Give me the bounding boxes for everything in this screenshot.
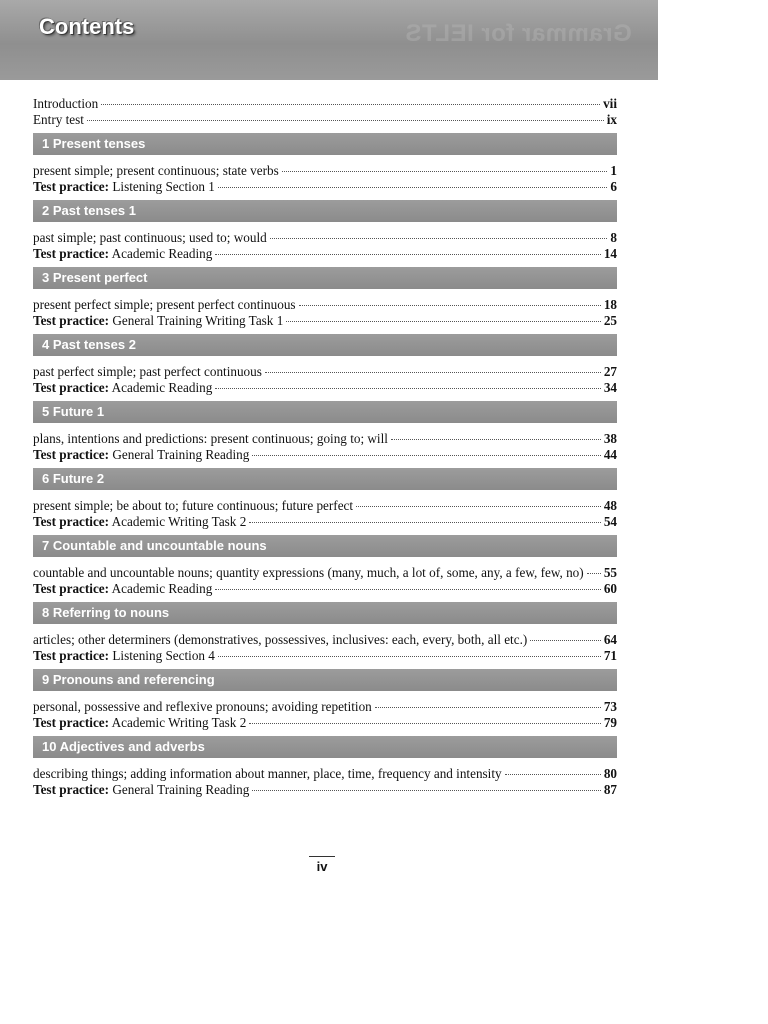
toc-entry-test-practice[interactable] <box>33 648 617 664</box>
unit-heading[interactable]: 1 Present tenses <box>33 133 617 155</box>
toc-entry-test-practice[interactable] <box>33 581 617 597</box>
dot-leader <box>218 186 608 188</box>
page-title: Contents <box>39 14 135 39</box>
toc-entry-label <box>33 514 246 530</box>
toc-entry-topic[interactable] <box>33 163 617 179</box>
test-practice-label: Academic Writing Task 2 <box>111 514 247 529</box>
toc-entry-label <box>33 313 283 329</box>
toc-page-number: 79 <box>603 715 617 730</box>
toc-page-number: vii <box>603 96 617 111</box>
dot-leader <box>356 505 601 507</box>
toc-entry-topic[interactable] <box>33 699 617 715</box>
toc-entry-test-practice[interactable] <box>33 782 617 798</box>
toc-entry-test-practice[interactable] <box>33 179 617 195</box>
dot-leader <box>249 521 601 523</box>
unit-heading[interactable]: 5 Future 1 <box>33 401 617 423</box>
unit-heading[interactable]: 2 Past tenses 1 <box>33 200 617 222</box>
toc-entry-label <box>33 179 215 195</box>
dot-leader <box>282 170 608 172</box>
toc-entry-test-practice[interactable] <box>33 246 617 262</box>
unit-heading[interactable]: 10 Adjectives and adverbs <box>33 736 617 758</box>
test-practice-prefix: Test practice: <box>33 715 110 730</box>
test-practice-prefix: Test practice: <box>33 313 110 328</box>
toc-entry-topic[interactable] <box>33 364 617 380</box>
toc-page-number: 73 <box>603 699 617 714</box>
test-practice-prefix: Test practice: <box>33 514 110 529</box>
toc-page-number: 87 <box>603 782 617 797</box>
toc-entry-label: Entry test <box>33 112 84 127</box>
show-through-text: Grammar for IELTS <box>405 20 632 47</box>
toc-entry-topic[interactable] <box>33 498 617 514</box>
toc-entry-test-practice[interactable] <box>33 313 617 329</box>
unit-section <box>33 267 617 329</box>
toc-page-number: 54 <box>603 514 617 529</box>
toc-page-number: 1 <box>610 163 617 178</box>
test-practice-label: Academic Reading <box>111 581 213 596</box>
test-practice-label: General Training Reading <box>112 782 250 797</box>
test-practice-prefix: Test practice: <box>33 782 110 797</box>
toc-entry-label: articles; other determiners (demonstratives, possessives, inclusives: each, every, both, all etc.) <box>33 632 528 647</box>
dot-leader <box>505 773 601 775</box>
dot-leader <box>391 438 601 440</box>
table-of-contents <box>33 96 617 798</box>
dot-leader <box>587 572 601 574</box>
toc-page-number: 44 <box>603 447 617 462</box>
dot-leader <box>375 706 601 708</box>
unit-section <box>33 602 617 664</box>
toc-entry-test-practice[interactable] <box>33 514 617 530</box>
dot-leader <box>265 371 601 373</box>
dot-leader <box>252 454 600 456</box>
toc-entry-introduction[interactable] <box>33 96 617 112</box>
unit-section <box>33 401 617 463</box>
unit-section <box>33 535 617 597</box>
toc-entry-label <box>33 581 212 597</box>
unit-section <box>33 468 617 530</box>
test-practice-prefix: Test practice: <box>33 447 110 462</box>
toc-page-number: 6 <box>610 179 617 194</box>
test-practice-prefix: Test practice: <box>33 179 110 194</box>
toc-page-number: 71 <box>603 648 617 663</box>
toc-entry-topic[interactable] <box>33 297 617 313</box>
toc-entry-test-practice[interactable] <box>33 447 617 463</box>
toc-entry-label <box>33 246 212 262</box>
toc-page-number: 38 <box>603 431 617 446</box>
test-practice-prefix: Test practice: <box>33 246 110 261</box>
test-practice-label: Academic Reading <box>111 246 213 261</box>
dot-leader <box>270 237 608 239</box>
toc-entry-label <box>33 648 215 664</box>
test-practice-label: Listening Section 4 <box>112 648 215 663</box>
unit-section <box>33 736 617 798</box>
dot-leader <box>252 789 600 791</box>
toc-entry-label: Introduction <box>33 96 99 111</box>
dot-leader <box>530 639 601 641</box>
dot-leader <box>286 320 601 322</box>
toc-entry-topic[interactable] <box>33 230 617 246</box>
toc-entry-label <box>33 782 249 798</box>
toc-page-number: 55 <box>603 565 617 580</box>
toc-page-number: 27 <box>603 364 617 379</box>
test-practice-prefix: Test practice: <box>33 380 110 395</box>
toc-entry-label: present simple; be about to; future continuous; future perfect <box>33 498 354 513</box>
unit-section <box>33 200 617 262</box>
toc-entry-label: past perfect simple; past perfect continuous <box>33 364 262 379</box>
test-practice-prefix: Test practice: <box>33 581 110 596</box>
test-practice-label: General Training Writing Task 1 <box>112 313 284 328</box>
toc-page-number: 48 <box>603 498 617 513</box>
unit-section <box>33 669 617 731</box>
toc-page-number: 8 <box>610 230 617 245</box>
toc-entry-label: present simple; present continuous; state verbs <box>33 163 279 178</box>
toc-entry-label <box>33 380 212 396</box>
unit-heading[interactable]: 6 Future 2 <box>33 468 617 490</box>
test-practice-label: Listening Section 1 <box>112 179 215 194</box>
unit-section <box>33 133 617 195</box>
dot-leader <box>215 588 600 590</box>
toc-page-number: 60 <box>603 581 617 596</box>
toc-page-number: 34 <box>603 380 617 395</box>
toc-entry-entry-test[interactable] <box>33 112 617 128</box>
dot-leader <box>101 103 600 105</box>
test-practice-label: Academic Reading <box>111 380 213 395</box>
page-folio: iv <box>309 856 335 874</box>
toc-entry-test-practice[interactable] <box>33 380 617 396</box>
toc-entry-label: past simple; past continuous; used to; would <box>33 230 267 245</box>
dot-leader <box>218 655 601 657</box>
dot-leader <box>215 253 600 255</box>
contents-header <box>0 0 658 80</box>
toc-page-number: 14 <box>603 246 617 261</box>
unit-section <box>33 334 617 396</box>
dot-leader <box>299 304 601 306</box>
toc-page-number: 80 <box>603 766 617 781</box>
toc-entry-topic[interactable] <box>33 565 617 581</box>
test-practice-label: Academic Writing Task 2 <box>111 715 247 730</box>
unit-heading[interactable]: 9 Pronouns and referencing <box>33 669 617 691</box>
toc-page-number: 18 <box>603 297 617 312</box>
toc-entry-topic[interactable] <box>33 431 617 447</box>
toc-page-number: ix <box>606 112 617 127</box>
toc-entry-test-practice[interactable] <box>33 715 617 731</box>
test-practice-prefix: Test practice: <box>33 648 110 663</box>
toc-entry-label: personal, possessive and reflexive pronouns; avoiding repetition <box>33 699 372 714</box>
toc-entry-label <box>33 715 246 731</box>
unit-heading[interactable]: 7 Countable and uncountable nouns <box>33 535 617 557</box>
dot-leader <box>87 119 604 121</box>
unit-heading[interactable]: 8 Referring to nouns <box>33 602 617 624</box>
dot-leader <box>249 722 601 724</box>
unit-heading[interactable]: 4 Past tenses 2 <box>33 334 617 356</box>
dot-leader <box>215 387 600 389</box>
toc-entry-label: countable and uncountable nouns; quantity expressions (many, much, a lot of, some, any, a few, few, no) <box>33 565 584 580</box>
toc-page-number: 64 <box>603 632 617 647</box>
toc-entry-label: describing things; adding information about manner, place, time, frequency and intensity <box>33 766 502 781</box>
toc-entry-topic[interactable] <box>33 632 617 648</box>
unit-list <box>33 133 617 798</box>
toc-entry-label: present perfect simple; present perfect continuous <box>33 297 296 312</box>
test-practice-label: General Training Reading <box>112 447 250 462</box>
toc-entry-label <box>33 447 249 463</box>
toc-entry-label: plans, intentions and predictions: present continuous; going to; will <box>33 431 388 446</box>
toc-page-number: 25 <box>603 313 617 328</box>
toc-entry-topic[interactable] <box>33 766 617 782</box>
unit-heading[interactable]: 3 Present perfect <box>33 267 617 289</box>
